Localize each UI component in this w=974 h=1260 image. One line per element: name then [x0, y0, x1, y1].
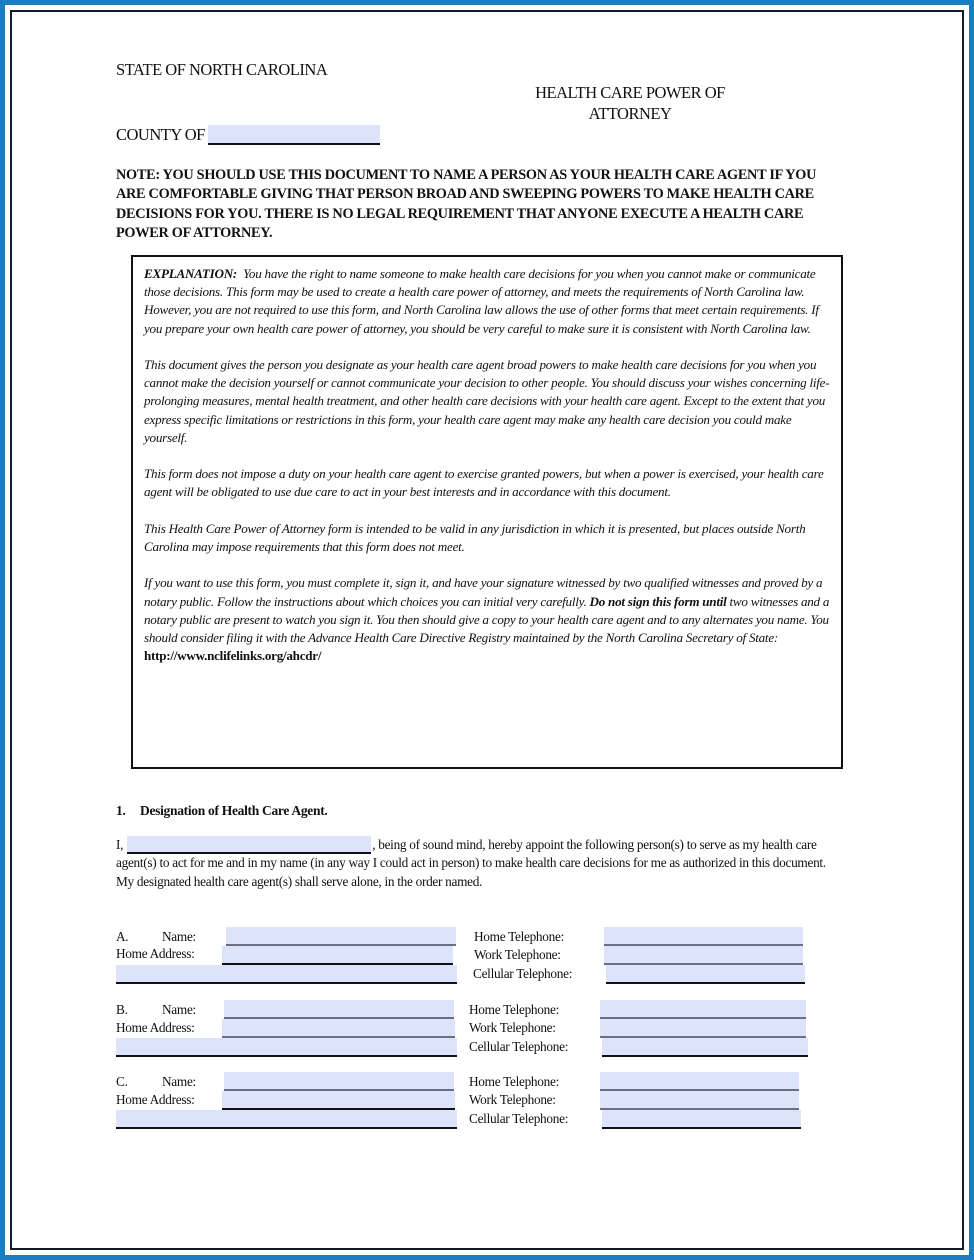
title-line-1: HEALTH CARE POWER OF: [535, 83, 725, 102]
agent-a-work-telephone-field[interactable]: [604, 946, 803, 965]
agent-a-cellular-telephone-field[interactable]: [606, 965, 805, 984]
agent-letter: C.: [116, 1074, 128, 1089]
home-address-label: Home Address:: [116, 946, 195, 961]
agent-c-work-telephone-field[interactable]: [600, 1091, 799, 1110]
name-label: Name:: [162, 929, 196, 944]
home-address-label: Home Address:: [116, 1020, 195, 1035]
agent-b-address-line-1-field[interactable]: [222, 1019, 455, 1038]
home-telephone-label: Home Telephone:: [474, 929, 564, 944]
agent-a-address-line-1-field[interactable]: [222, 946, 453, 965]
agent-b-work-telephone-field[interactable]: [600, 1019, 806, 1038]
explanation-paragraph-3: This form does not impose a duty on your health care agent to exercise granted powers, but when a power is exercised, your health care agent will be obligated to use due care to act in your best interests and in accordance with this document.: [144, 466, 824, 500]
section-1-heading: [116, 803, 327, 819]
do-not-sign-warning: Do not sign this form until: [589, 593, 727, 609]
county-label: COUNTY OF: [116, 125, 205, 144]
agent-letter: B.: [116, 1002, 128, 1017]
cellular-telephone-label: Cellular Telephone:: [469, 1111, 569, 1126]
section-number: 1.: [116, 803, 126, 818]
agent-b-address-line-2-field[interactable]: [116, 1038, 457, 1057]
agent-b-name-field[interactable]: [224, 1000, 454, 1019]
agent-c-name-field[interactable]: [224, 1072, 454, 1091]
work-telephone-label: Work Telephone:: [469, 1020, 556, 1035]
document-title: [480, 82, 780, 124]
home-telephone-label: Home Telephone:: [469, 1074, 559, 1089]
agent-letter: A.: [116, 929, 129, 944]
section-title: Designation of Health Care Agent.: [140, 803, 328, 818]
name-label: Name:: [162, 1074, 196, 1089]
agent-a-home-telephone-field[interactable]: [604, 927, 803, 946]
home-telephone-label: Home Telephone:: [469, 1002, 559, 1017]
agent-a-address-line-2-field[interactable]: [116, 965, 457, 984]
cellular-telephone-label: Cellular Telephone:: [473, 966, 573, 981]
explanation-paragraph-4: This Health Care Power of Attorney form is intended to be valid in any jurisdiction in which it is presented, but places outside North Carolina may impose requirements that this form does not meet.: [144, 520, 806, 554]
name-label: Name:: [162, 1002, 196, 1017]
county-row: [116, 125, 380, 145]
agent-c-cellular-telephone-field[interactable]: [602, 1110, 801, 1129]
county-field[interactable]: [208, 125, 380, 145]
state-heading: STATE OF NORTH CAROLINA: [116, 60, 328, 79]
agent-b-home-telephone-field[interactable]: [600, 1000, 806, 1019]
explanation-paragraph-2: This document gives the person you designate as your health care agent broad powers to make health care decisions for you when you cannot make the decision yourself or cannot communicate your decision to other people. You should discuss your wishes concerning life-prolonging measures, mental health treatment, and other health care decisions with your health care agent. Except to the extent that you express specific limitations or restrictions in this form, your health care agent may make any health care decision you could make yourself.: [144, 357, 830, 445]
explanation-p1-text: You have the right to name someone to make health care decisions for you when you cannot make or communicate those decisions. This form may be used to create a health care power of attorney, and meets the requirements of North Carolina law. However, you are not required to use this form, and North Carolina law allows the use of other forms that meet certain requirements. If you prepare your own health care power of attorney, you should be very careful to make sure it is consistent with North Carolina law.: [144, 266, 819, 336]
work-telephone-label: Work Telephone:: [474, 947, 561, 962]
explanation-paragraph-5: [144, 574, 831, 665]
explanation-box: [131, 255, 843, 769]
agent-b-cellular-telephone-field[interactable]: [602, 1038, 808, 1057]
work-telephone-label: Work Telephone:: [469, 1092, 556, 1107]
agent-c-address-line-2-field[interactable]: [116, 1110, 457, 1129]
p5-text-b: two witnesses and a notary public are present to watch you sign it. You then should give a copy to your health care agent and to any alternates you name. You should consider filing it with the Advance Health Care Directive Registry maintained by the North Carolina Secretary of State:: [144, 593, 830, 645]
appointment-paragraph: [116, 836, 842, 891]
cellular-telephone-label: Cellular Telephone:: [469, 1039, 569, 1054]
explanation-paragraph-1: [144, 265, 831, 338]
agent-a-name-field[interactable]: [226, 927, 456, 946]
registry-link[interactable]: http://www.nclifelinks.org/ahcdr/: [144, 648, 322, 664]
intro-text: , being of sound mind, hereby appoint the following person(s) to serve as my health care agent(s) to act for me and in my name (in any way I could act in person) to make health care decisions for me as authorized in this document. My designated health care agent(s) shall serve alone, in the order named.: [116, 837, 826, 889]
agent-c-home-telephone-field[interactable]: [600, 1072, 799, 1091]
note-text: NOTE: YOU SHOULD USE THIS DOCUMENT TO NAME A PERSON AS YOUR HEALTH CARE AGENT IF YOU ARE COMFORTABLE GIVING THAT PERSON BROAD AND SWEEPING POWERS TO MAKE HEALTH CARE DECISIONS FOR YOU. THERE IS NO LEGAL REQUIREMENT THAT ANYONE EXECUTE A HEALTH CARE POWER OF ATTORNEY.: [116, 167, 817, 241]
title-line-2: ATTORNEY: [588, 104, 672, 123]
principal-name-field[interactable]: [127, 836, 371, 854]
explanation-label: EXPLANATION:: [144, 266, 238, 281]
agent-c-address-line-1-field[interactable]: [222, 1091, 455, 1110]
p5-text-a: If you want to use this form, you must complete it, sign it, and have your signature witnessed by two qualified witnesses and proved by a notary public. Follow the instructions about which choices you can initial very carefully.: [144, 575, 823, 609]
home-address-label: Home Address:: [116, 1092, 195, 1107]
intro-prefix: I,: [116, 837, 124, 852]
